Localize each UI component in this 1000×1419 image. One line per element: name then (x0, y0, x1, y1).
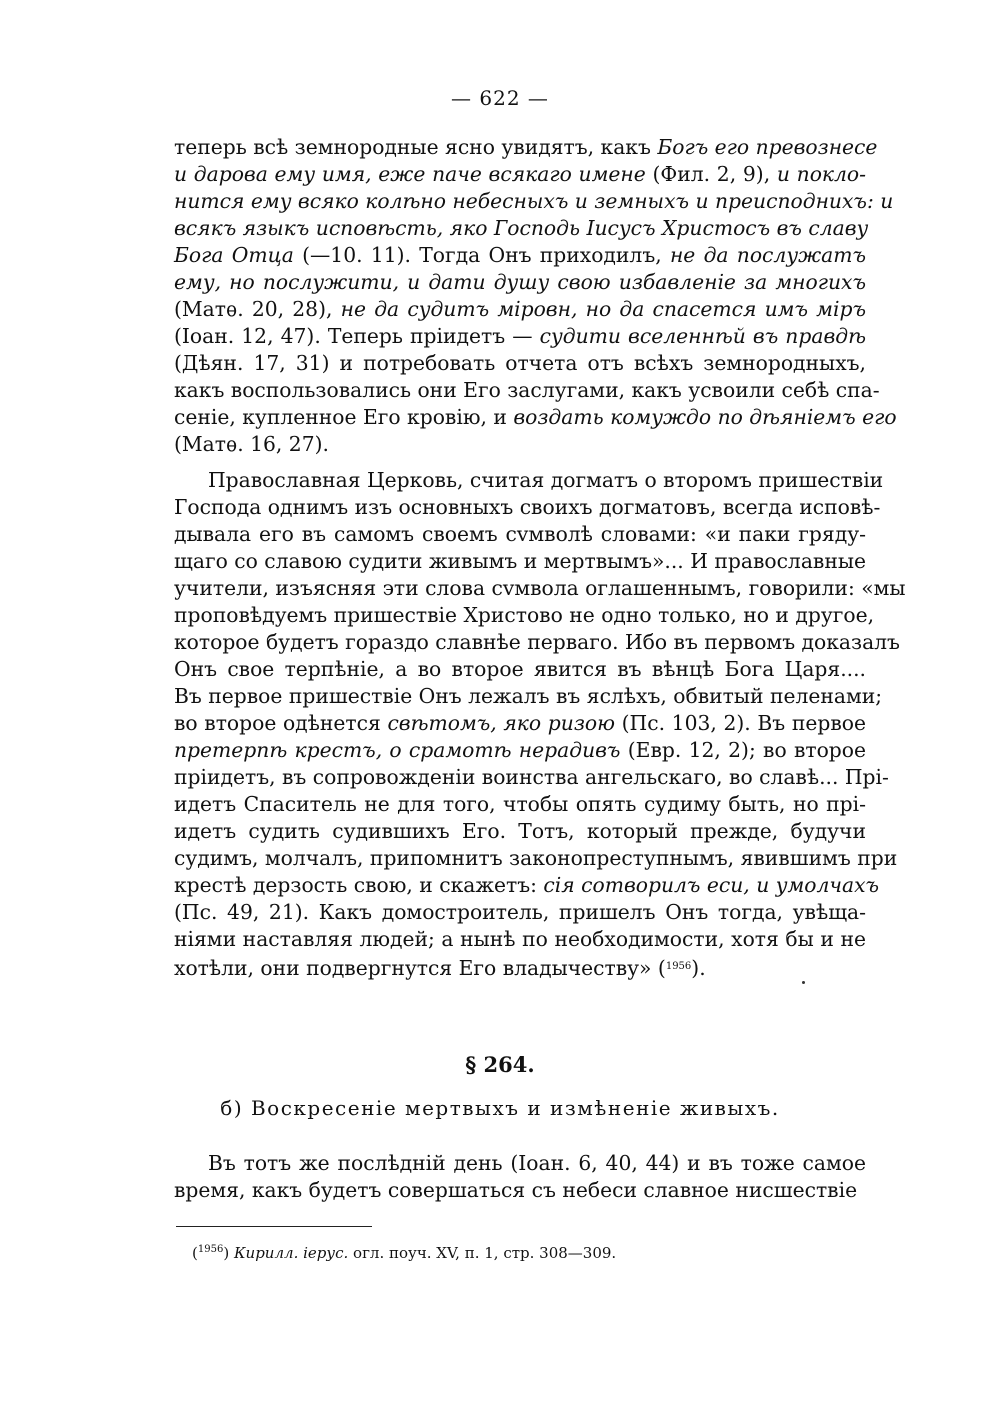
text-line (174, 953, 866, 980)
text-run: (Матѳ. 16, 27). (174, 432, 329, 456)
italic-quote: не да судитъ міровн, но да спасется имъ міръ (340, 297, 866, 321)
text-line (174, 602, 875, 629)
text-run: Православная Церковь, считая догматъ о второмъ пришествіи (208, 468, 884, 492)
italic-quote: свѣтомъ, яко ризою (387, 711, 615, 735)
text-line (174, 431, 866, 458)
ink-speck (802, 981, 805, 984)
text-line (174, 575, 906, 602)
text-line (174, 818, 866, 845)
italic-quote: воздать комуждо по дѣяніемъ его (513, 405, 897, 429)
paragraph-1 (174, 134, 897, 458)
text-run: судимъ, молчалъ, припомнитъ законопреступнымъ, явившимъ при (174, 846, 898, 870)
text-run: сеніе, купленное Его кровію, и (174, 405, 514, 429)
text-run: идетъ судить судившихъ Его. Тотъ, который прежде, будучи (174, 819, 866, 843)
text-line (174, 764, 889, 791)
text-run: которое будетъ гораздо славнѣе перваго. Ибо въ первомъ доказалъ (174, 630, 900, 654)
footnote-mark: 1956 (197, 1244, 224, 1255)
text-run: проповѣдуемъ пришествіе Христово не одно только, но и другое, (174, 603, 875, 627)
text-run: идетъ Спаситель не для того, чтобы опять судиму быть, но прі- (174, 792, 866, 816)
text-line (174, 845, 898, 872)
text-run: (Фил. 2, 9), (645, 162, 777, 186)
text-line (174, 404, 897, 431)
footnote: ($^{1956}$) Кирилл. іерус. огл. поуч. XV, п. 1, стр. 308—309. (192, 1244, 617, 1262)
text-run: пріидетъ, въ сопровожденіи воинства ангельскаго, во славѣ... Прі- (174, 765, 889, 789)
text-line (174, 629, 900, 656)
text-run: Въ тотъ же послѣдній день (Іоан. 6, 40, 44) и въ тоже самое (208, 1151, 866, 1175)
text-line (174, 926, 866, 953)
italic-quote: нится ему всяко колѣно небесныхъ и земныхъ и преисподнихъ: и (174, 189, 894, 213)
text-run: крестѣ дерзость свою, и скажетъ: (174, 873, 544, 897)
text-line (174, 872, 880, 899)
text-run: Господа однимъ изъ основныхъ своихъ догматовъ, всегда исповѣ- (174, 495, 881, 519)
text-run: дывала его въ самомъ своемъ сvмволѣ словами: «и паки гряду- (174, 522, 866, 546)
text-line (174, 899, 866, 926)
text-run: какъ воспользовались они Его заслугами, какъ усвоили себѣ спа- (174, 378, 880, 402)
text-run: (Дѣян. 17, 31) и потребовать отчета отъ всѣхъ земнородныхъ, (174, 351, 866, 375)
section-number: § 264. (465, 1052, 535, 1077)
page-number: — 622 — (451, 86, 549, 110)
text-run: (—10. 11). Тогда Онъ приходилъ, (293, 243, 670, 267)
text-run: (Пс. 103, 2). Въ первое (614, 711, 866, 735)
footnote-separator (176, 1226, 372, 1227)
italic-quote: Богъ его превознесе (657, 135, 878, 159)
text-line (174, 1177, 866, 1204)
italic-quote: не да послужатъ (669, 243, 866, 267)
text-line (174, 791, 866, 818)
text-line (174, 683, 883, 710)
text-line (174, 656, 866, 683)
text-run: учители, изъясняя эти слова сvмвола оглашеннымъ, говорили: «мы (174, 576, 906, 600)
text-line (174, 350, 866, 377)
text-run: теперь всѣ земнородные ясно увидятъ, какъ (174, 135, 658, 159)
italic-quote: ему, но послужити, и дати душу свою избавленіе за многихъ (174, 270, 866, 294)
text-line (174, 737, 866, 764)
text-line (174, 1150, 866, 1177)
paragraph-3 (174, 1150, 866, 1204)
text-line (174, 215, 869, 242)
footnote-ref: 1956 (665, 961, 692, 972)
text-line (174, 296, 866, 323)
text-run: во второе одѣнется (174, 711, 388, 735)
footnote-author: Кирилл. іерус. (233, 1244, 349, 1262)
italic-quote: и дарова ему имя, еже паче всякаго имене (174, 162, 646, 186)
text-line (174, 161, 866, 188)
text-run: Въ первое пришествіе Онъ лежалъ въ яслѣхъ, обвитый пеленами; (174, 684, 883, 708)
text-run: ніями наставляя людей; а нынѣ по необходимости, хотя бы и не (174, 927, 866, 951)
italic-quote: судити вселеннѣй въ правдѣ (539, 324, 866, 348)
section-title: б) Воскресеніе мертвыхъ и измѣненіе живыхъ. (220, 1096, 780, 1120)
text-line (174, 467, 884, 494)
text-line (174, 323, 866, 350)
text-line (174, 188, 894, 215)
italic-quote: Бога Отца (174, 243, 294, 267)
text-run: (Пс. 49, 21). Какъ домостроитель, пришелъ Онъ тогда, увѣща- (174, 900, 866, 924)
italic-quote: всякъ языкъ исповѣсть, яко Господь Іисусъ Христосъ въ славу (174, 216, 869, 240)
text-line (174, 710, 866, 737)
text-run: Онъ свое терпѣніе, а во второе явится въ вѣнцѣ Бога Царя.... (174, 657, 866, 681)
text-line (174, 548, 866, 575)
italic-quote: претерпѣ крестъ, о срамотѣ нерадивъ (174, 738, 621, 762)
text-run: щаго со славою судити живымъ и мертвымъ»... И православные (174, 549, 866, 573)
text-run: (Іоан. 12, 47). Теперь пріидетъ — (174, 324, 540, 348)
text-line (174, 242, 866, 269)
text-run: ). (691, 956, 706, 980)
text-line (174, 134, 878, 161)
text-run: время, какъ будетъ совершаться съ небеси славное нисшествіе (174, 1178, 858, 1202)
paragraph-2 (174, 467, 906, 980)
text-run: (Матѳ. 20, 28), (174, 297, 341, 321)
italic-quote: сія сотворилъ еси, и умолчахъ (543, 873, 880, 897)
text-line (174, 521, 866, 548)
text-line (174, 494, 881, 521)
italic-quote: и покло- (776, 162, 866, 186)
text-run: (Евр. 12, 2); во второе (620, 738, 867, 762)
text-run: хотѣли, они подвергнутся Его владычеству» ( (174, 956, 666, 980)
footnote-text: огл. поуч. XV, п. 1, стр. 308—309. (348, 1244, 617, 1262)
text-line (174, 377, 880, 404)
text-line (174, 269, 866, 296)
